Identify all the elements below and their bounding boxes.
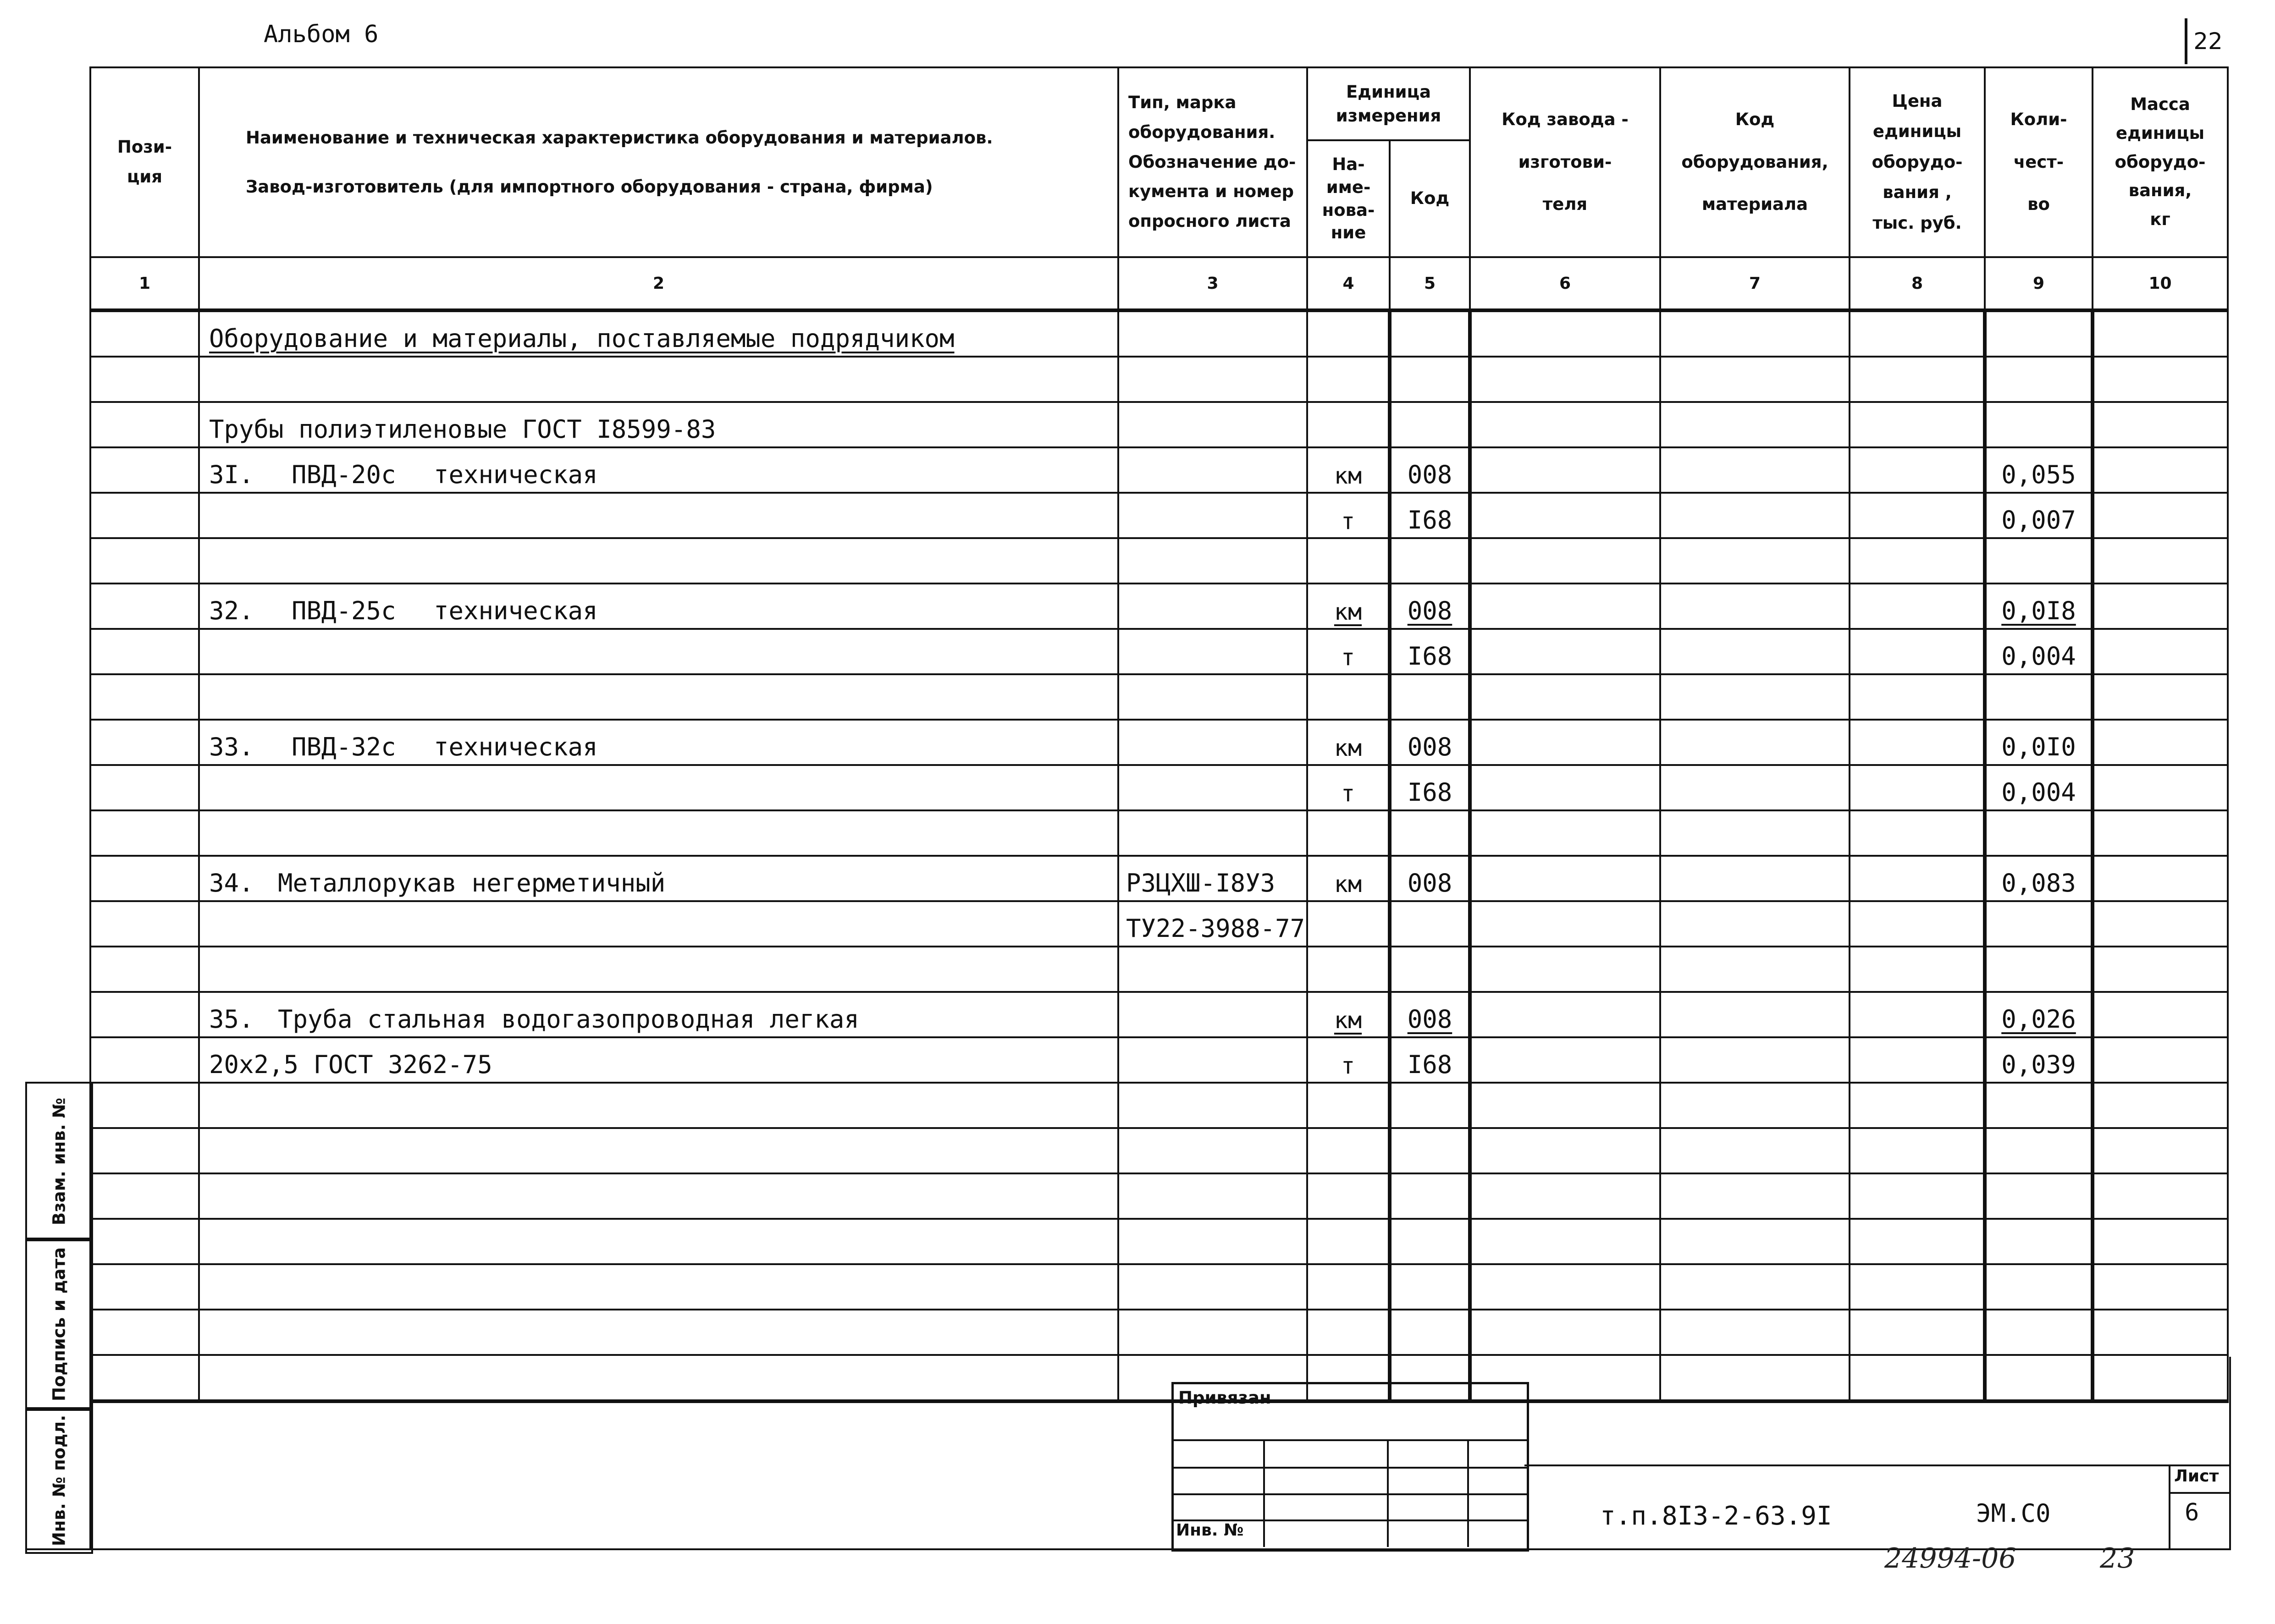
header-type: Тип, марка оборудования. Обозначение до- кумента и номер опросного листа [1118,67,1307,257]
table-row [90,584,2228,629]
header-mass: Масса единицы оборудо- вания, кг [2093,67,2228,257]
item-position: 35. [209,1005,254,1034]
column-number: 9 [1985,257,2093,310]
table-row [90,901,2228,947]
table-row [90,538,2228,584]
column-number: 8 [1850,257,1985,310]
header-name-line1: Наименование и техническая характеристика оборудования и материалов. [246,127,993,148]
table-row [90,947,2228,992]
column-number: 10 [2093,257,2228,310]
item-unit: т [1307,493,1390,538]
table-row [90,402,2228,447]
table-row [90,1264,2228,1310]
header-equipment-code: Код оборудования, материала [1660,67,1850,257]
item-unit-code: 008 [1390,856,1470,901]
item-name: ПВД-32с [292,732,396,761]
table-row [90,1219,2228,1264]
document-mark: ЭМ.С0 [1976,1499,2051,1528]
table-row [90,1355,2228,1401]
item-unit: т [1307,765,1390,810]
item-name-continued: 20х2,5 ГОСТ 3262-75 [209,1050,492,1079]
table-row [90,674,2228,720]
item-unit-code: 008 [1407,596,1452,625]
album-label: Альбом 6 [264,21,379,48]
side-stamp-podpis [25,1238,93,1411]
item-unit-code: 008 [1407,1005,1452,1034]
table-row [90,1083,2228,1128]
side-stamp-inv [25,1407,93,1554]
table-row [90,1173,2228,1219]
table-row [90,1128,2228,1173]
handwritten-number: 24994-06 [1884,1542,2016,1574]
item-spec: техническая [434,596,598,625]
header-unit-group-text: Единица измерения [1336,82,1441,126]
item-unit-code: I68 [1390,765,1470,810]
header-price: Цена единицы оборудо- вания , тыс. руб. [1850,67,1985,257]
item-type-doc: ТУ22-3988-77 [1118,901,1307,947]
item-quantity: 0,0I0 [1985,720,2093,765]
handwritten-page: 23 [2100,1542,2135,1574]
table-row [90,357,2228,402]
column-number: 4 [1307,257,1390,310]
table-row [90,447,2228,493]
item-unit: км [1334,599,1362,625]
item-position: 32. [209,596,254,625]
table-row [90,629,2228,674]
table-row [90,1310,2228,1355]
item-position: 33. [209,732,254,761]
item-quantity: 0,039 [1985,1037,2093,1083]
item-quantity: 0,083 [1985,856,2093,901]
item-type: РЗЦХШ-I8УЗ [1118,856,1307,901]
item-unit-code: I68 [1390,629,1470,674]
item-unit: км [1307,720,1390,765]
table-row [90,310,2228,357]
item-name: Металлорукав негерметичный [278,869,666,897]
header-name [199,67,1118,257]
item-unit: км [1307,447,1390,493]
item-quantity: 0,055 [1985,447,2093,493]
table-row [90,810,2228,856]
document-code: т.п.8I3-2-63.9I [1600,1501,1832,1531]
item-quantity: 0,004 [1985,629,2093,674]
item-name: ПВД-20с [292,460,396,489]
table-row [90,765,2228,810]
item-unit-code: I68 [1390,493,1470,538]
table-row [90,493,2228,538]
column-number: 1 [90,257,199,310]
page-number: 22 [2185,18,2229,64]
header-unit-name: На- име- нова- ние [1307,140,1390,257]
column-number: 6 [1470,257,1660,310]
column-number: 7 [1660,257,1850,310]
item-position: 34. [209,869,254,897]
item-quantity: 0,007 [1985,493,2093,538]
binding-stamp-title: Привязан [1178,1388,1271,1408]
side-stamp-vzam-label: Взам. инв. № [49,1097,69,1226]
group-title: Трубы полиэтиленовые ГОСТ I8599-83 [209,415,716,444]
item-unit: т [1307,629,1390,674]
header-unit-group [1307,67,1470,140]
item-unit-code: 008 [1390,720,1470,765]
item-unit-code: I68 [1390,1037,1470,1083]
item-name: ПВД-25с [292,596,396,625]
header-factory-code: Код завода - изготови- теля [1470,67,1660,257]
item-quantity: 0,0I8 [2001,596,2076,625]
column-number: 3 [1118,257,1307,310]
sheet-label: Лист [2174,1467,2219,1486]
header-position: Пози- ция [90,67,199,257]
table-row [90,720,2228,765]
item-name: Труба стальная водогазопроводная легкая [278,1005,859,1034]
item-unit-code: 008 [1390,447,1470,493]
column-number: 5 [1390,257,1470,310]
column-numbers-row [90,257,2228,310]
item-spec: техническая [434,732,598,761]
item-unit: км [1334,1007,1362,1034]
header-quantity: Коли- чест- во [1985,67,2093,257]
side-stamp-podpis-label: Подпись и дата [49,1247,69,1402]
table-row [90,1037,2228,1083]
header-name-line2: Завод-изготовитель (для импортного оборудования - страна, фирма) [246,177,933,197]
item-unit: км [1307,856,1390,901]
item-quantity: 0,026 [2001,1005,2076,1034]
header-unit-code: Код [1390,140,1470,257]
table-row [90,856,2228,901]
item-position: 3I. [209,460,254,489]
item-quantity: 0,004 [1985,765,2093,810]
item-unit: т [1307,1037,1390,1083]
item-spec: техническая [434,460,598,489]
sheet-value: 6 [2185,1499,2199,1526]
side-stamp-inv-label: Инв. № подл. [49,1415,69,1547]
specification-table [89,66,2229,1403]
table-row [90,992,2228,1037]
side-stamp-vzam [25,1082,93,1241]
column-number: 2 [199,257,1118,310]
section-title: Оборудование и материалы, поставляемые подрядчиком [209,324,955,353]
binding-stamp-inv: Инв. № [1176,1521,1244,1540]
